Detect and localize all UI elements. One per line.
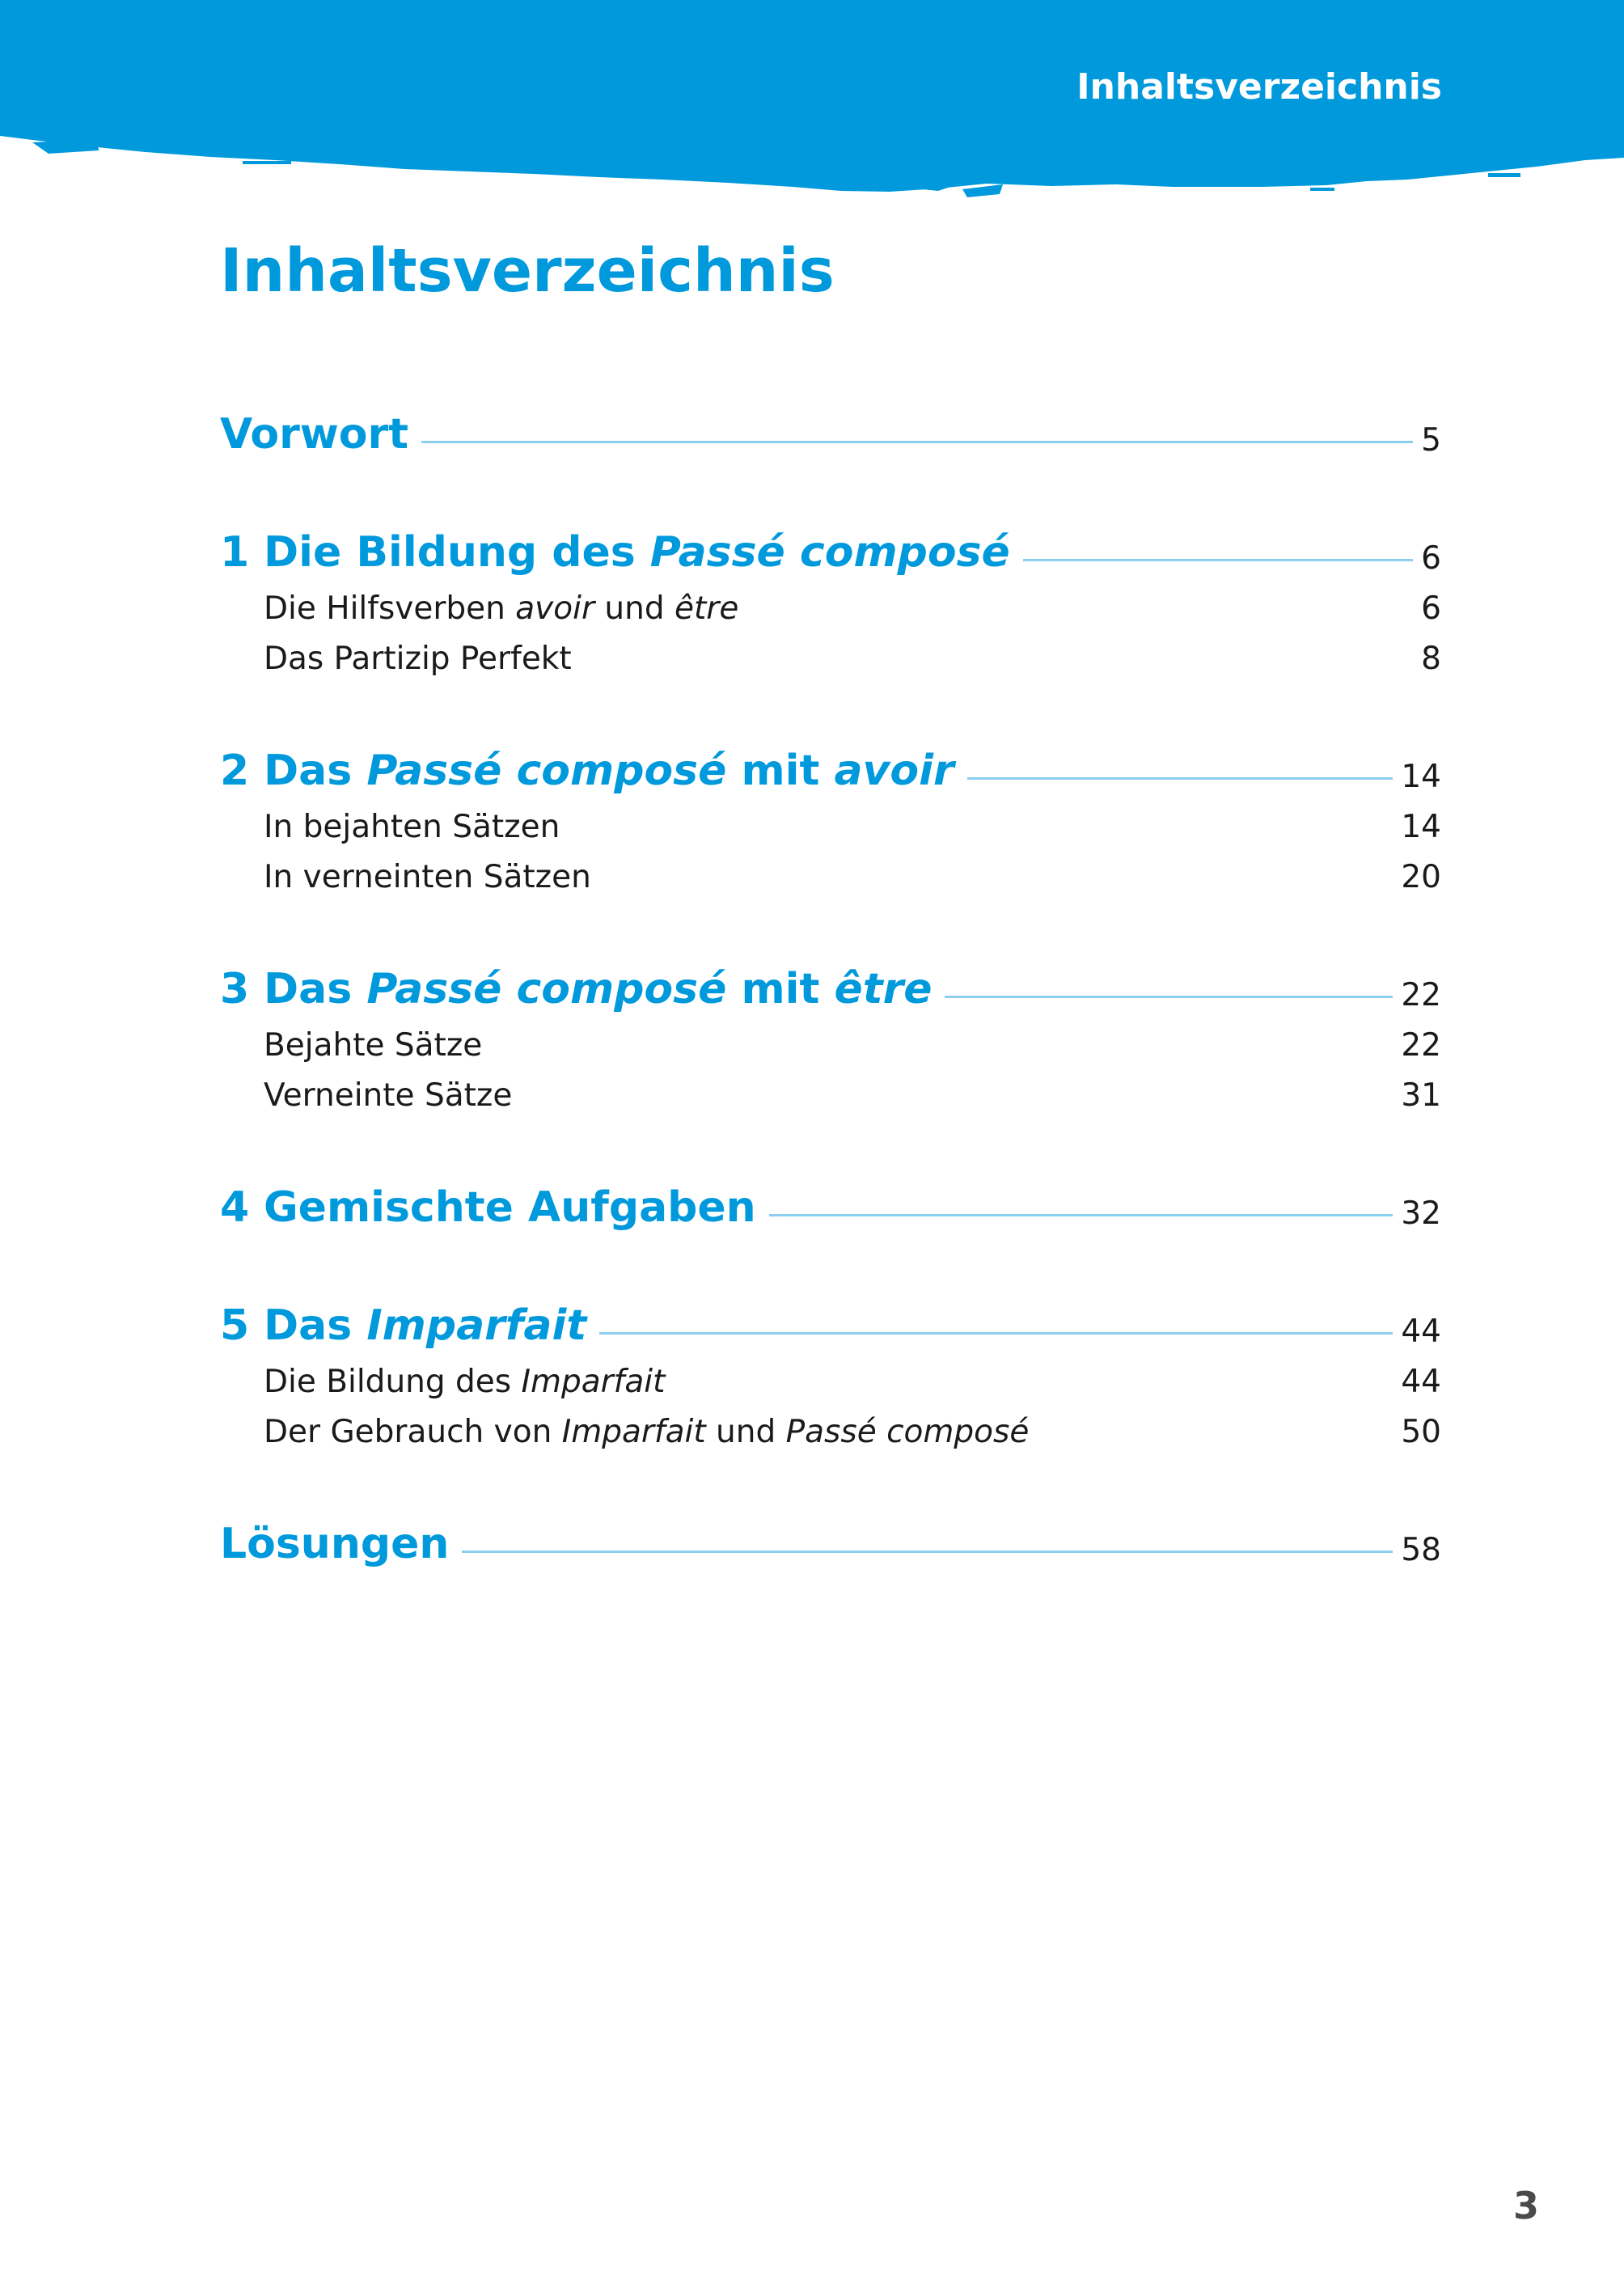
label-part-italic: Passé composé bbox=[785, 1414, 1030, 1450]
toc-entry-vorwort[interactable] bbox=[220, 396, 1441, 461]
toc-page-number: 14 bbox=[1401, 759, 1441, 795]
chapter-number: 3 bbox=[220, 965, 250, 1013]
toc-entry-chapter-1[interactable] bbox=[220, 514, 1441, 579]
label-part-italic: Passé composé bbox=[649, 528, 1010, 577]
toc-subentry-label: In bejahten Sätzen bbox=[264, 809, 560, 845]
dotted-leader-line bbox=[769, 1214, 1394, 1216]
label-part-italic: Passé composé bbox=[366, 747, 727, 795]
label-part: Das bbox=[264, 1301, 367, 1350]
toc-entry-chapter-4[interactable] bbox=[220, 1170, 1441, 1234]
toc-entry-loesungen[interactable] bbox=[220, 1506, 1441, 1571]
toc-section-vorwort bbox=[220, 396, 1441, 461]
label-part: Das bbox=[264, 965, 367, 1013]
toc-subentry[interactable] bbox=[220, 848, 1441, 898]
toc-subentry[interactable] bbox=[220, 797, 1441, 848]
dotted-leader-line bbox=[462, 1551, 1393, 1553]
chapter-number: 5 bbox=[220, 1301, 250, 1350]
toc-section-loesungen bbox=[220, 1506, 1441, 1571]
dotted-leader-line bbox=[421, 441, 1413, 443]
label-part: Gemischte Aufgaben bbox=[264, 1183, 756, 1232]
toc-subentry[interactable] bbox=[220, 629, 1441, 679]
toc-entry-label bbox=[220, 1181, 756, 1234]
toc-entry-label bbox=[220, 744, 954, 797]
toc-subentry-label: Das Partizip Perfekt bbox=[264, 641, 572, 677]
toc-page-number: 44 bbox=[1401, 1364, 1441, 1400]
toc-page-number: 22 bbox=[1401, 977, 1441, 1013]
toc-page-number: 8 bbox=[1421, 641, 1441, 677]
toc-entry-chapter-3[interactable] bbox=[220, 951, 1441, 1016]
toc-subentry-label: In verneinten Sätzen bbox=[264, 859, 591, 895]
label-part: Die Hilfsverben bbox=[264, 590, 516, 627]
toc-subentry[interactable] bbox=[220, 1016, 1441, 1066]
label-part-italic: être bbox=[675, 590, 739, 627]
label-part: mit bbox=[726, 965, 835, 1013]
toc-subentry-label: Bejahte Sätze bbox=[264, 1027, 483, 1064]
header-title: Inhaltsverzeichnis bbox=[1076, 66, 1442, 108]
label-part: Die Bildung des bbox=[264, 1364, 522, 1400]
toc-page-number: 31 bbox=[1401, 1077, 1441, 1114]
chapter-number: 1 bbox=[220, 528, 250, 577]
chapter-number: 2 bbox=[220, 747, 250, 795]
toc-page-number: 58 bbox=[1401, 1532, 1441, 1568]
table-of-contents bbox=[220, 396, 1441, 1624]
page-number: 3 bbox=[1512, 2184, 1539, 2227]
toc-subentry-label bbox=[264, 589, 1421, 629]
label-part-italic: Imparfait bbox=[366, 1301, 587, 1350]
label-part-italic: avoir bbox=[515, 590, 594, 627]
label-part-italic: être bbox=[834, 965, 933, 1013]
label-part-italic: Imparfait bbox=[561, 1414, 706, 1450]
toc-page-number: 44 bbox=[1401, 1314, 1441, 1350]
page-title: Inhaltsverzeichnis bbox=[220, 236, 835, 306]
toc-page-number: 5 bbox=[1421, 422, 1441, 459]
toc-subentry[interactable] bbox=[220, 1352, 1441, 1402]
label-part: Die Bildung des bbox=[264, 528, 650, 577]
toc-section-3 bbox=[220, 951, 1441, 1116]
toc-entry-label: Vorwort bbox=[220, 410, 409, 459]
toc-subentry-label bbox=[264, 1412, 1401, 1453]
toc-section-2 bbox=[220, 733, 1441, 898]
toc-entry-label: Lösungen bbox=[220, 1520, 450, 1568]
toc-entry-label bbox=[220, 1299, 586, 1352]
toc-subentry-label: Verneinte Sätze bbox=[264, 1077, 513, 1114]
dotted-leader-line bbox=[967, 777, 1394, 780]
toc-page-number: 6 bbox=[1421, 590, 1441, 627]
toc-page-number: 20 bbox=[1401, 859, 1441, 895]
toc-subentry[interactable] bbox=[220, 579, 1441, 629]
label-part: und bbox=[705, 1414, 786, 1450]
toc-section-1 bbox=[220, 514, 1441, 679]
label-part: Das bbox=[264, 747, 367, 795]
dotted-leader-line bbox=[599, 1332, 1393, 1335]
dotted-leader-line bbox=[945, 996, 1393, 998]
toc-entry-label bbox=[220, 962, 932, 1016]
label-part-italic: Imparfait bbox=[521, 1364, 666, 1400]
toc-subentry[interactable] bbox=[220, 1066, 1441, 1116]
toc-section-5 bbox=[220, 1288, 1441, 1453]
label-part: und bbox=[594, 590, 675, 627]
toc-page-number: 22 bbox=[1401, 1027, 1441, 1064]
toc-section-4 bbox=[220, 1170, 1441, 1234]
toc-entry-label bbox=[220, 526, 1010, 579]
toc-page-number: 14 bbox=[1401, 809, 1441, 845]
label-part: mit bbox=[726, 747, 835, 795]
toc-subentry-label bbox=[264, 1362, 1401, 1402]
toc-entry-chapter-2[interactable] bbox=[220, 733, 1441, 797]
dotted-leader-line bbox=[1023, 559, 1413, 561]
label-part: Der Gebrauch von bbox=[264, 1414, 562, 1450]
toc-page-number: 50 bbox=[1401, 1414, 1441, 1450]
toc-page-number: 6 bbox=[1421, 540, 1441, 577]
toc-subentry[interactable] bbox=[220, 1402, 1441, 1453]
toc-page-number: 32 bbox=[1401, 1195, 1441, 1232]
label-part-italic: avoir bbox=[834, 747, 954, 795]
chapter-number: 4 bbox=[220, 1183, 250, 1232]
label-part-italic: Passé composé bbox=[366, 965, 727, 1013]
toc-entry-chapter-5[interactable] bbox=[220, 1288, 1441, 1352]
